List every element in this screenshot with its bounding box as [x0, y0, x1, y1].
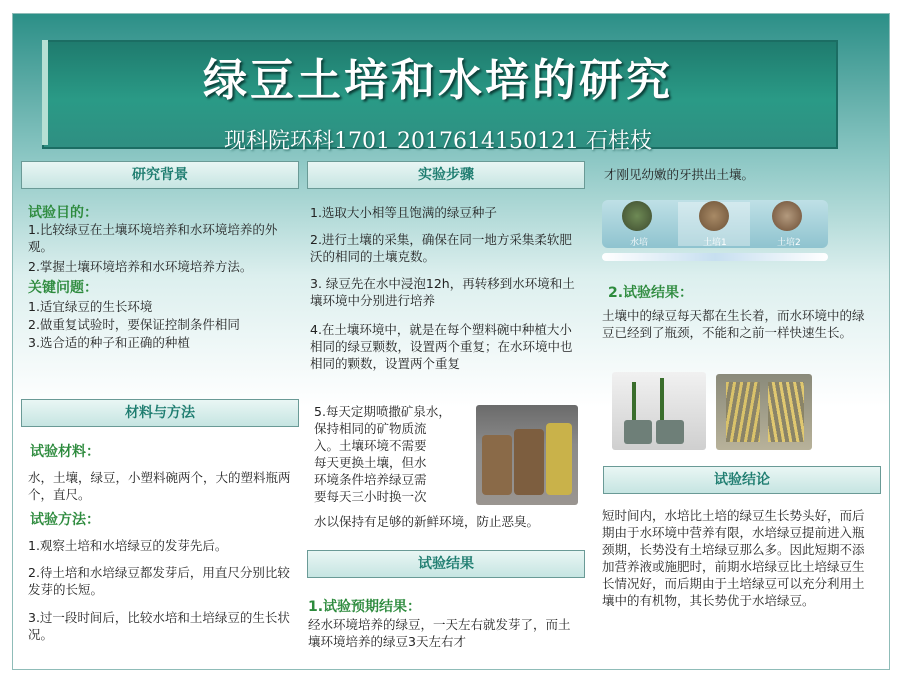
step-2: 2.进行土壤的采集，确保在同一地方采集柔软肥沃的相同的土壤克数。 [310, 232, 572, 264]
water-culture-photo [622, 201, 652, 231]
materials-text: 水，土壤，绿豆，小塑料碗两个，大的塑料瓶两个，直尺。 [28, 470, 291, 502]
expected-results-title: 1.试验预期结果： [308, 599, 422, 615]
key-item-1: 1.适宜绿豆的生长环境 [28, 299, 153, 314]
step-5-line-5: 环境条件培养绿豆需 [314, 472, 427, 487]
expected-results-text: 经水环境培养的绿豆，一天左右就发芽了，而土壤环境培养的绿豆3天左右才 [308, 617, 571, 649]
step-5-line-2: 保持相同的矿物质流 [314, 421, 427, 436]
soil-culture-2-photo [772, 201, 802, 231]
plants-photo [612, 372, 706, 450]
method-item-2: 2.待土培和水培绿豆都发芽后，用直尺分别比较发芽的长短。 [28, 565, 290, 597]
header-conclusion: 试验结论 [603, 466, 881, 494]
conclusion-text: 短时间内，水培比土培的绿豆生长势头好，而后期由于水环境中营养有限，水培绿豆提前进入瓶颈期，长势没有土培绿豆那么多。因此短期不添加营养液或施肥时，前期水培绿豆比土培绿豆生长情况好，而后期由于土培绿豆可以充分利用土壤中的有机物，其长势优于水培绿豆。 [602, 508, 865, 608]
header-results: 试验结果 [307, 550, 585, 578]
sprouts-photo [716, 374, 812, 450]
method-item-1: 1.观察土培和水培绿豆的发芽先后。 [28, 538, 228, 553]
step-5-line-4: 每天更换土壤，但水 [314, 455, 427, 470]
step-5-line-3: 入。土壤环境不需要 [314, 438, 427, 453]
purpose-item-1: 1.比较绿豆在土壤环境培养和水环境培养的外观。 [28, 222, 278, 254]
comparison-strip-shadow [602, 253, 828, 261]
circle-label-soil-1: 土培1 [703, 238, 727, 248]
poster-title: 绿豆土培和水培的研究 [203, 55, 673, 106]
step-5-end: 水以保持有足够的新鲜环境，防止恶臭。 [314, 514, 540, 529]
key-item-3: 3.选合适的种子和正确的种植 [28, 335, 190, 350]
step-3: 3. 绿豆先在水中浸泡12h，再转移到水环境和土壤环境中分别进行培养 [310, 276, 575, 308]
materials-title: 试验材料： [30, 444, 100, 460]
step-1: 1.选取大小相等且饱满的绿豆种子 [310, 205, 497, 220]
circle-label-soil-2: 土培2 [777, 238, 801, 248]
methods-title: 试验方法： [30, 512, 100, 528]
expected-results-continued: 才刚见幼嫩的牙拱出土壤。 [604, 167, 755, 182]
bowls-photo [476, 405, 578, 505]
key-issues-title: 关键问题： [28, 280, 98, 296]
step-4: 4.在土壤环境中，就是在每个塑料碗中种植大小相同的绿豆颗数，设置两个重复；在水环境中也相同的颗数，设置两个重复 [310, 322, 573, 371]
step-5-line-6: 要每天三小时换一次 [314, 489, 427, 504]
key-item-2: 2.做重复试验时，要保证控制条件相同 [28, 317, 240, 332]
results-text: 土壤中的绿豆每天都在生长着，而水环境中的绿豆已经到了瓶颈，不能和之前一样快速生长。 [602, 308, 865, 340]
step-5-line-1: 5.每天定期喷撒矿泉水， [314, 404, 451, 419]
results-title: 2.试验结果： [608, 285, 694, 301]
header-materials-methods: 材料与方法 [21, 399, 299, 427]
purpose-title: 试验目的： [28, 205, 98, 221]
header-experiment-steps: 实验步骤 [307, 161, 585, 189]
header-research-background: 研究背景 [21, 161, 299, 189]
author-line: 现科院环科1701 2017614150121 石桂枝 [224, 129, 652, 154]
method-item-3: 3.过一段时间后，比较水培和土培绿豆的生长状况。 [28, 610, 290, 642]
circle-label-water: 水培 [630, 238, 649, 248]
purpose-item-2: 2.掌握土壤环境培养和水环境培养方法。 [28, 259, 253, 274]
soil-culture-1-photo [699, 201, 729, 231]
